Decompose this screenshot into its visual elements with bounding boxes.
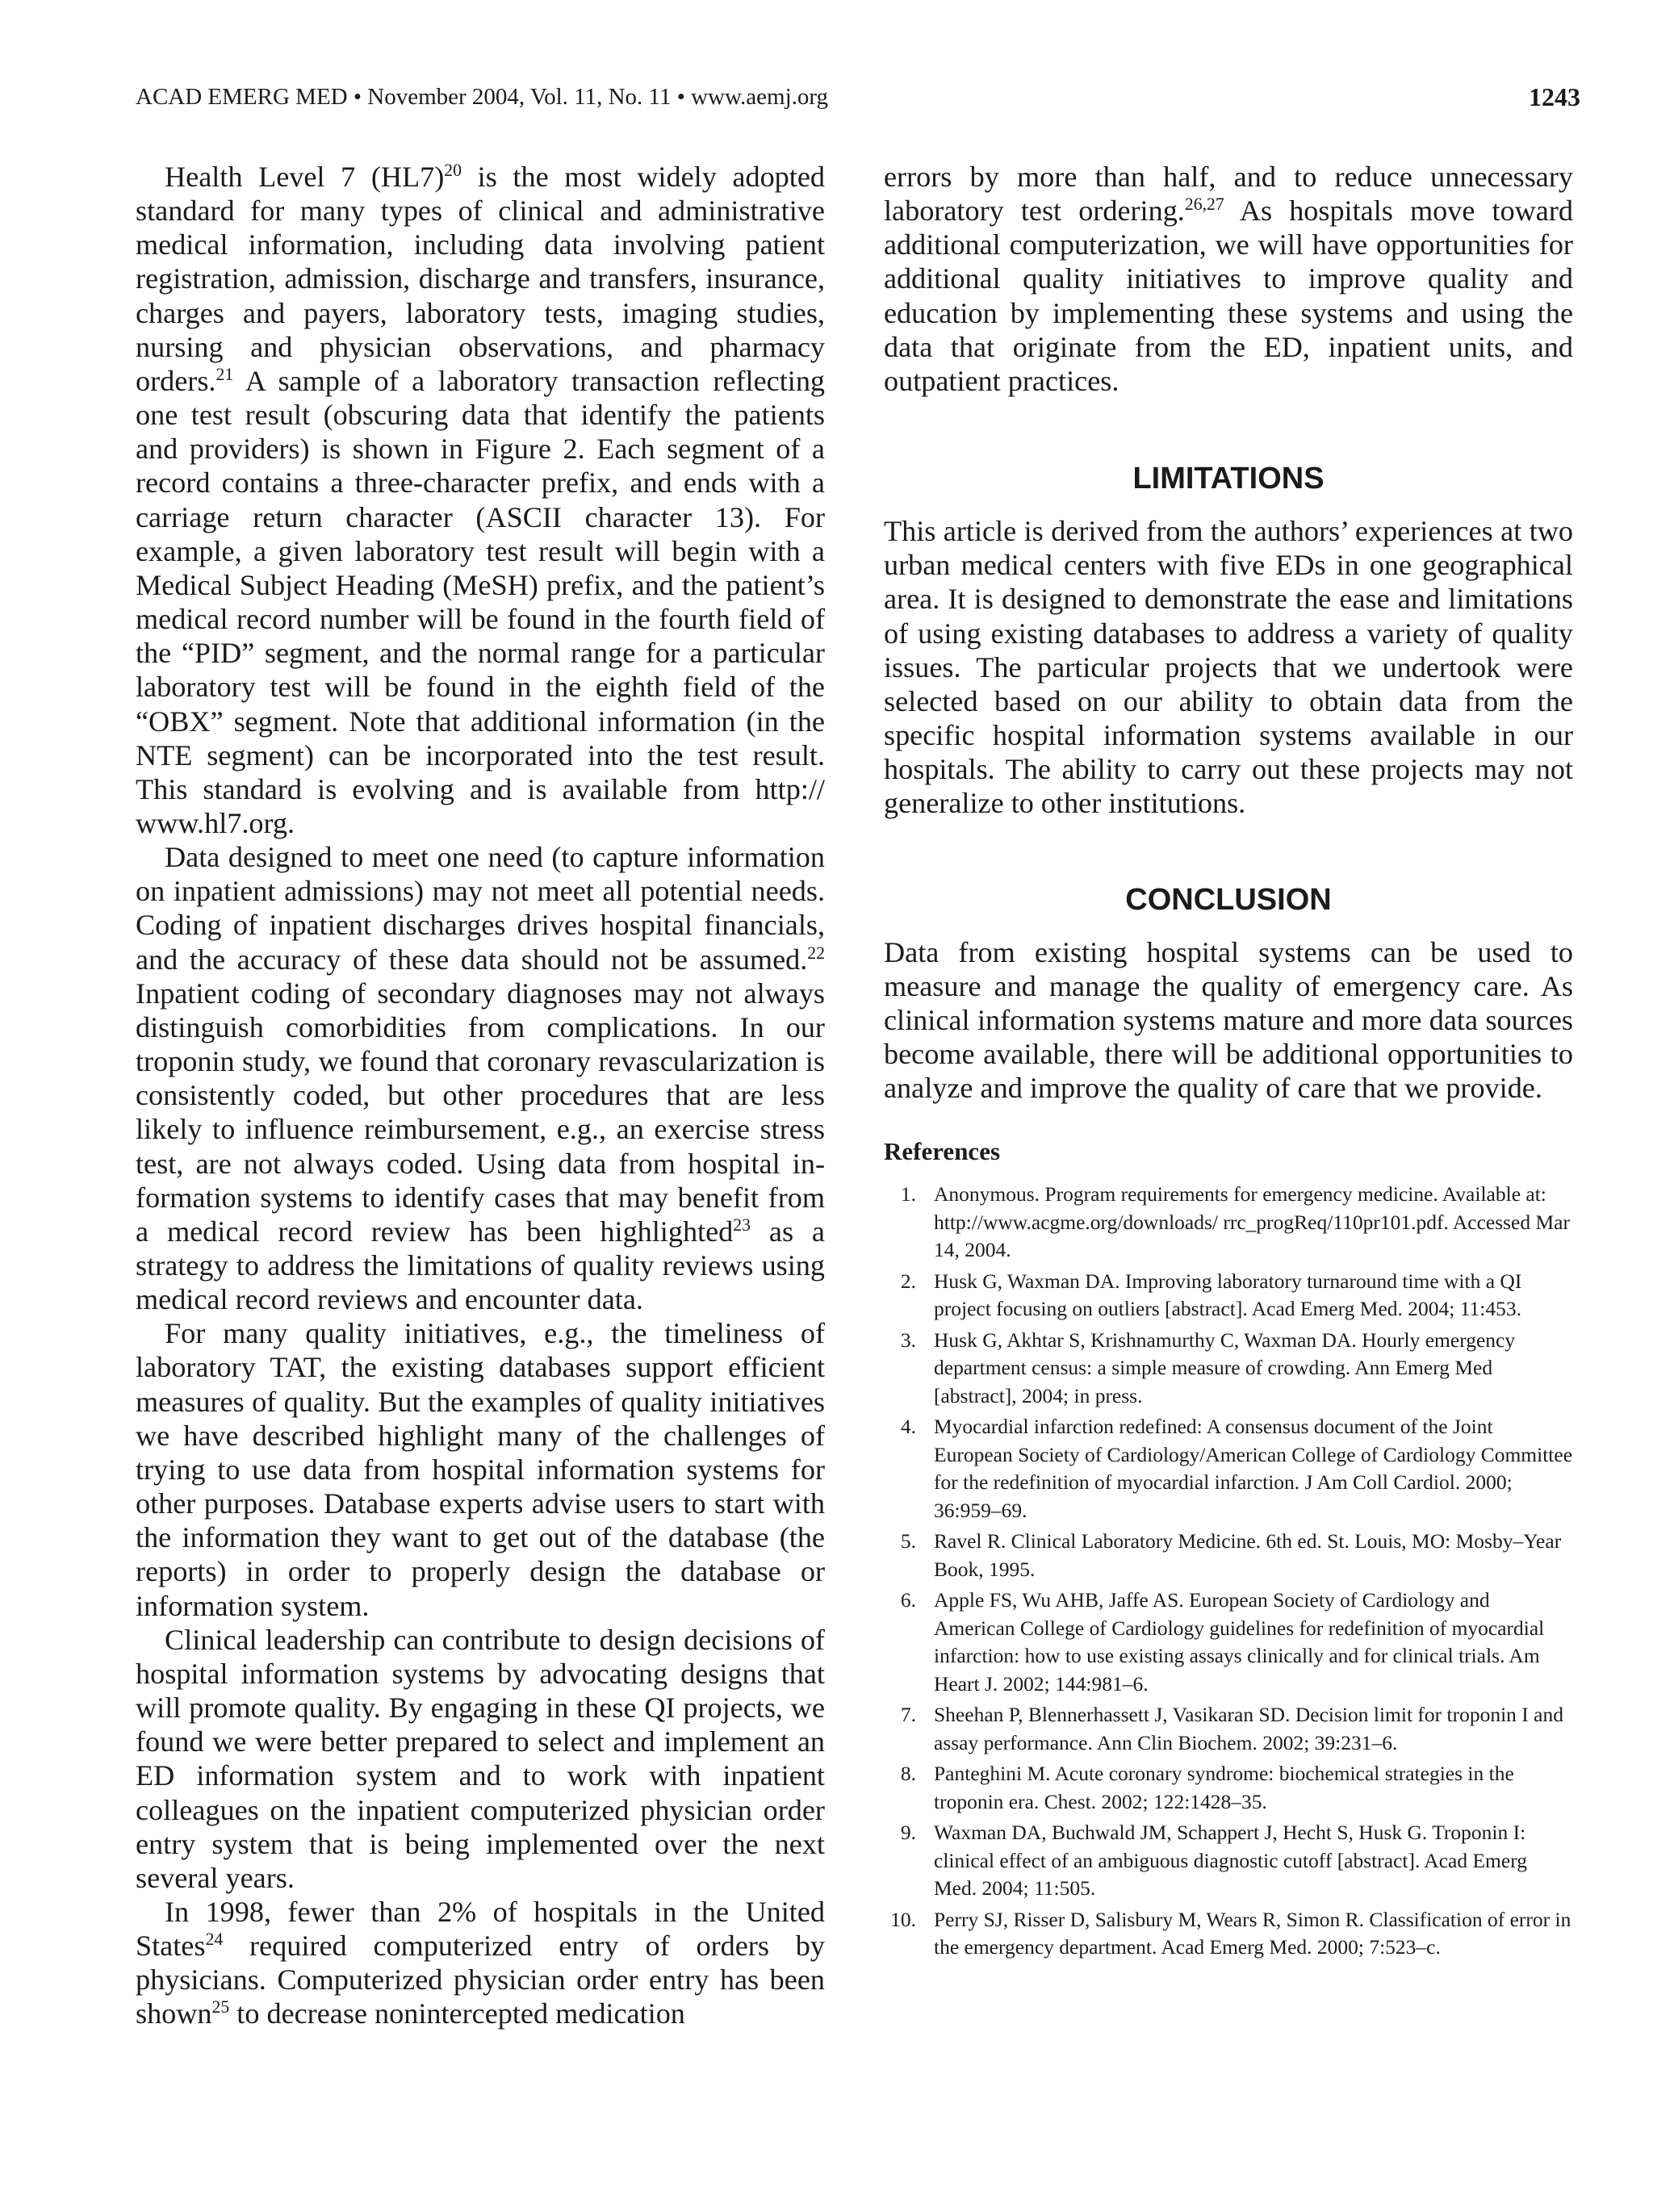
citation-24: 24: [205, 1930, 224, 1950]
conclusion-paragraph: Data from existing hospital systems can be used to measure and manage the quality of emergency care. As clinical information systems mature and more data sources become available, there will be additional opportunities to analyze and improve the quality of care that we provide.: [884, 935, 1573, 1105]
reference-item: 3. Husk G, Akhtar S, Krishnamurthy C, Waxman DA. Hourly emergency department census: a simple measure of crowding. Ann Emerg Med [abstract], 2004; in press.: [900, 1328, 1516, 1407]
citation-23: 23: [733, 1215, 751, 1235]
reference-item: 4. Myocardial infarction redefined: A consensus document of the Joint European Society of Cardiology/American College of Cardiology Committee for the redefinition of myocardial infarction. J Am Coll Cardiol. 2000; 36:959–69.: [900, 1415, 1573, 1522]
paragraph-continued: errors by more than half, and to reduce unnecessary laboratory test ordering.$^{26,27}$ As hospitals move toward additional computerization, we will have opportunities for additional quality initiatives to improve quality and education by implementing these systems and using the data that originate from the ED, inpatient units, and outpatient practices.: [884, 161, 1573, 397]
reference-item: 5. Ravel R. Clinical Laboratory Medicine. 6th ed. St. Louis, MO: Mosby–Year Book, 1995.: [900, 1529, 1562, 1581]
references-list: [884, 1181, 1573, 1962]
reference-item: 2. Husk G, Waxman DA. Improving laboratory turnaround time with a QI project focusing on outliers [abstract]. Acad Emerg Med. 2004; 11:453.: [900, 1269, 1522, 1321]
citation-20: 20: [444, 160, 462, 180]
citation-21: 21: [216, 364, 234, 384]
journal-citation: ACAD EMERG MED • November 2004, Vol. 11, No. 11 • www.aemj.org: [136, 84, 829, 110]
right-column: [884, 160, 1573, 1965]
limitations-paragraph: This article is derived from the authors’ experiences at two urban medical centers with five EDs in one geographical area. It is designed to demonstrate the ease and limitations of using existing databases to address a variety of quality issues. The particular projects that we undertook were selected based on our ability to obtain data from the specific hospital information systems available in our hospitals. The ability to carry out these projects may not generalize to other institutions.: [884, 515, 1573, 820]
limitations-heading: LIMITATIONS: [1132, 462, 1324, 496]
reference-item: 8. Panteghini M. Acute coronary syndrome: biochemical strategies in the troponin era. Chest. 2002; 122:1428–35.: [900, 1762, 1514, 1813]
paragraph-data-designed: Data designed to meet one need (to capture information on inpatient admissions) may not meet all potential needs. Coding of inpatient discharges drives hospital financials, and the accuracy of these data should not be assumed.$^{22}$ Inpatient coding of secondary diagnoses may not always distinguish comorbidities from complications. In our troponin study, we found that coronary revascularization is consistently coded, but other procedures that are less likely to influence reimbursement, e.g., an exercise stress test, are not always coded. Using data from hospital information systems to identify cases that may benefit from a medical record review has been highlighted$^{23}$ as a strategy to address the limitations of quality reviews using medical record reviews and encounter data.: [136, 841, 825, 1316]
references-heading: References: [884, 1137, 1001, 1166]
paragraph-quality-initiatives: For many quality initiatives, e.g., the timeliness of laboratory TAT, the existing databases support efficient measures of quality. But the examples of quality initiatives we have described highlight many of the challenges of trying to use data from hospital information systems for other purposes. Database experts advise users to start with the information they want to get out of the database (the reports) in order to properly design the database or information system.: [136, 1317, 825, 1622]
page-number: 1243: [1529, 82, 1580, 111]
conclusion-heading: CONCLUSION: [1125, 882, 1332, 917]
reference-item: 9. Waxman DA, Buchwald JM, Schappert J, Hecht S, Husk G. Troponin I: clinical effect of an ambiguous diagnostic cutoff [abstract]. Acad Emerg Med. 2004; 11:505.: [900, 1821, 1527, 1900]
reference-item: 10. Perry SJ, Risser D, Salisbury M, Wears R, Simon R. Classification of error in the emergency department. Acad Emerg Med. 2000; 7:523–c.: [890, 1907, 1571, 1959]
running-header: [136, 84, 1580, 116]
reference-item: 6. Apple FS, Wu AHB, Jaffe AS. European Society of Cardiology and American College of Cardiology guidelines for redefinition of myocardial infarction: how to use existing assays clinically and for clinical trials. Am Heart J. 2002; 144:981–6.: [900, 1588, 1545, 1696]
reference-item: 7. Sheehan P, Blennerhassett J, Vasikaran SD. Decision limit for troponin I and assay performance. Ann Clin Biochem. 2002; 39:231–6.: [900, 1703, 1563, 1754]
left-column: [136, 160, 825, 2031]
reference-item: 1. Anonymous. Program requirements for emergency medicine. Available at: http://www.acgme.org/downloads/ rrc_progReq/110pr101.pdf. Accessed Mar 14, 2004.: [900, 1182, 1570, 1262]
paragraph-hl7: Health Level 7 $(HL7)^{20}$ is the most widely adopted standard for many types of clinical and administrative medical information, including data involving patient registration, admission, discharge and transfers, insurance, charges and payers, laboratory tests, imaging studies, nursing and physician observations, and pharmacy orders.$^{21}$ A sample of a laboratory transaction reflecting one test result (obscuring data that identify the patients and providers) is shown in Figure 2. Each segment of a record contains a three-character prefix, and ends with a carriage return character (ASCII character 13). For example, a given laboratory test result will begin with a Medical Subject Heading (MeSH) prefix, and the patient’s medical record number will be found in the fourth field of the “PID” segment, and the normal range for a particular laboratory test will be found in the eighth field of the “OBX” segment. Note that additional information (in the NTE segment) can be incorporated into the test result. This standard is evolving and is available from http:// www.hl7.org.: [136, 160, 825, 839]
paragraph-cpoe: In 1998, fewer than 2% of hospitals in the United States$^{24}$ required computerized entry of orders by physicians. Computerized physician order entry has been shown$^{25}$ to decrease nonintercepted medication: [136, 1895, 825, 2030]
paragraph-clinical-leadership: Clinical leadership can contribute to design decisions of hospital information systems by advocating designs that will promote quality. By engaging in these QI projects, we found we were better prepared to select and implement an ED information system and to work with inpatient colleagues on the inpatient computerized physician order entry system that is being implemented over the next several years.: [136, 1623, 825, 1894]
citation-22: 22: [807, 943, 825, 963]
citation-26-27: 26,27: [1184, 194, 1224, 215]
citation-25: 25: [211, 1997, 230, 2018]
